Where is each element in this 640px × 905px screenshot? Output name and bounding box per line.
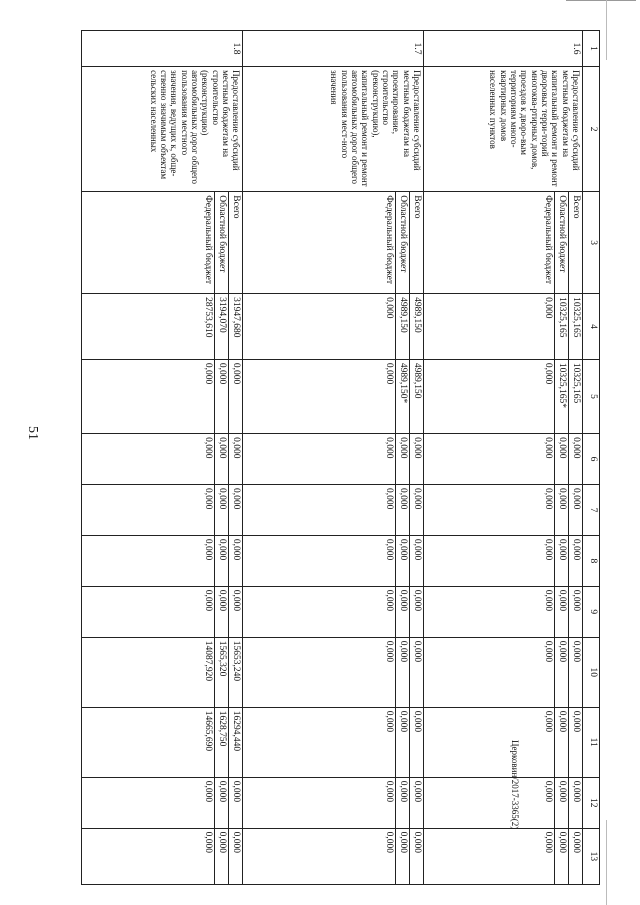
value-cell: 0,000 xyxy=(215,777,229,828)
value-cell: 15653,240 xyxy=(229,637,243,707)
value-cell: 0,000 xyxy=(424,359,555,433)
budget-table xyxy=(81,30,600,885)
value-cell: 0,000 xyxy=(396,586,410,637)
value-cell: 0,000 xyxy=(82,586,215,637)
value-cell: 10325,165 xyxy=(569,294,583,360)
value-cell: 0,000 xyxy=(410,434,424,485)
value-cell: 10325,165 xyxy=(569,359,583,433)
scan-edge-mark xyxy=(606,0,607,60)
value-cell: 0,000 xyxy=(555,828,569,884)
funding-source: Областной бюджет xyxy=(555,192,569,294)
value-cell: 0,000 xyxy=(410,586,424,637)
value-cell: 0,000 xyxy=(424,586,555,637)
value-cell: 0,000 xyxy=(215,828,229,884)
value-cell: 0,000 xyxy=(555,434,569,485)
value-cell: 0,000 xyxy=(82,535,215,586)
value-cell: 0,000 xyxy=(82,434,215,485)
funding-source: Всего xyxy=(229,192,243,294)
value-cell: 0,000 xyxy=(424,637,555,707)
value-cell: 0,000 xyxy=(243,484,396,535)
value-cell: 0,000 xyxy=(424,828,555,884)
scan-edge-mark xyxy=(606,820,607,905)
value-cell: 0,000 xyxy=(396,707,410,777)
value-cell: 0,000 xyxy=(410,535,424,586)
value-cell: 0,000 xyxy=(569,434,583,485)
column-header: 13 xyxy=(583,828,600,884)
value-cell: 0,000 xyxy=(243,434,396,485)
value-cell: 0,000 xyxy=(410,707,424,777)
value-cell: 0,000 xyxy=(229,484,243,535)
value-cell: 0,000 xyxy=(215,359,229,433)
measure-description: Предоставление субсидий местным бюджетам на капитальный ремонт и ремонт дворовых терри-торий многоква-ртирных домов, проездов к дворо-вым территориям много-квартирных домов населенных пунктов xyxy=(424,67,583,192)
value-cell: 0,000 xyxy=(424,777,555,828)
value-cell: 31947,680 xyxy=(229,294,243,360)
value-cell: 16294,440 xyxy=(229,707,243,777)
value-cell: 0,000 xyxy=(410,637,424,707)
funding-source: Федеральный бюджет xyxy=(424,192,555,294)
value-cell: 0,000 xyxy=(569,707,583,777)
value-cell: 0,000 xyxy=(424,535,555,586)
value-cell: 1565,320 xyxy=(215,637,229,707)
column-header: 7 xyxy=(583,484,600,535)
row-index: 1.6 xyxy=(424,31,583,67)
value-cell: 0,000 xyxy=(82,777,215,828)
value-cell: 0,000 xyxy=(229,828,243,884)
value-cell: 0,000 xyxy=(243,777,396,828)
value-cell: 3194,070 xyxy=(215,294,229,360)
value-cell: 0,000 xyxy=(555,586,569,637)
value-cell: 0,000 xyxy=(215,586,229,637)
value-cell: 0,000 xyxy=(424,484,555,535)
value-cell: 0,000 xyxy=(215,434,229,485)
column-header: 5 xyxy=(583,359,600,433)
value-cell: 0,000 xyxy=(215,535,229,586)
value-cell: 0,000 xyxy=(410,828,424,884)
column-header: 9 xyxy=(583,586,600,637)
funding-source: Всего xyxy=(569,192,583,294)
column-header: 4 xyxy=(583,294,600,360)
measure-description: Предоставление субсидий местным бюджетам на строительство (реконструкцию) автомобильных дорог общего пользования местного значения, ведущих к, обще-ственно значимым объектам сельских населенных xyxy=(82,67,243,192)
value-cell: 0,000 xyxy=(396,828,410,884)
value-cell: 0,000 xyxy=(396,637,410,707)
funding-source: Областной бюджет xyxy=(396,192,410,294)
value-cell: 0,000 xyxy=(243,359,396,433)
value-cell: 0,000 xyxy=(243,707,396,777)
value-cell: 0,000 xyxy=(229,535,243,586)
value-cell: 0,000 xyxy=(243,535,396,586)
value-cell: 0,000 xyxy=(243,586,396,637)
value-cell: 0,000 xyxy=(555,484,569,535)
top-rule xyxy=(566,0,636,1)
value-cell: 0,000 xyxy=(569,586,583,637)
value-cell: 0,000 xyxy=(243,828,396,884)
value-cell: 0,000 xyxy=(555,535,569,586)
value-cell: 0,000 xyxy=(569,777,583,828)
funding-source: Федеральный бюджет xyxy=(243,192,396,294)
table-row xyxy=(229,31,243,885)
column-header: 3 xyxy=(583,192,600,294)
value-cell: 0,000 xyxy=(424,707,555,777)
funding-source: Федеральный бюджет xyxy=(82,192,215,294)
value-cell: 0,000 xyxy=(82,359,215,433)
row-index: 1.7 xyxy=(243,31,424,67)
value-cell: 0,000 xyxy=(555,777,569,828)
value-cell: 0,000 xyxy=(215,484,229,535)
column-header: 12 xyxy=(583,777,600,828)
value-cell: 10325,165 xyxy=(555,294,569,360)
funding-source: Всего xyxy=(410,192,424,294)
value-cell: 28753,610 xyxy=(82,294,215,360)
value-cell: 4989,150 xyxy=(410,359,424,433)
value-cell: 1628,750 xyxy=(215,707,229,777)
value-cell: 0,000 xyxy=(410,777,424,828)
table-row xyxy=(410,31,424,885)
value-cell: 4989,150* xyxy=(396,359,410,433)
value-cell: 0,000 xyxy=(555,707,569,777)
value-cell: 0,000 xyxy=(243,637,396,707)
column-header: 2 xyxy=(583,67,600,192)
value-cell: 0,000 xyxy=(424,434,555,485)
value-cell: 4989,150 xyxy=(396,294,410,360)
measure-description: Предоставление субсидий местным бюджетам на проектирование, строительство (реконструкцию), капитальный ремонт и ремонт автомобильных дорог общего пользования мест-ного значения xyxy=(243,67,424,192)
value-cell: 14087,920 xyxy=(82,637,215,707)
value-cell: 4989,150 xyxy=(410,294,424,360)
value-cell: 0,000 xyxy=(229,434,243,485)
value-cell: 0,000 xyxy=(229,586,243,637)
value-cell: 0,000 xyxy=(243,294,396,360)
value-cell: 0,000 xyxy=(396,434,410,485)
funding-source: Областной бюджет xyxy=(215,192,229,294)
column-header: 8 xyxy=(583,535,600,586)
value-cell: 10325,165* xyxy=(555,359,569,433)
value-cell: 0,000 xyxy=(555,637,569,707)
value-cell: 14665,690 xyxy=(82,707,215,777)
column-header: 1 xyxy=(583,31,600,67)
value-cell: 0,000 xyxy=(396,535,410,586)
value-cell: 0,000 xyxy=(410,484,424,535)
column-header: 11 xyxy=(583,707,600,777)
value-cell: 0,000 xyxy=(229,359,243,433)
value-cell: 0,000 xyxy=(424,294,555,360)
value-cell: 0,000 xyxy=(396,484,410,535)
value-cell: 0,000 xyxy=(569,828,583,884)
column-header: 10 xyxy=(583,637,600,707)
value-cell: 0,000 xyxy=(569,484,583,535)
row-index: 1.8 xyxy=(82,31,243,67)
page-number: 51 xyxy=(25,426,40,440)
rotated-table-sheet xyxy=(95,30,600,885)
value-cell: 0,000 xyxy=(396,777,410,828)
column-header: 6 xyxy=(583,434,600,485)
value-cell: 0,000 xyxy=(569,535,583,586)
header-row xyxy=(583,31,600,885)
value-cell: 0,000 xyxy=(569,637,583,707)
footer-code: Церковин/2017-3365(2) xyxy=(510,740,520,830)
value-cell: 0,000 xyxy=(229,777,243,828)
value-cell: 0,000 xyxy=(82,828,215,884)
value-cell: 0,000 xyxy=(82,484,215,535)
table-row xyxy=(569,31,583,885)
